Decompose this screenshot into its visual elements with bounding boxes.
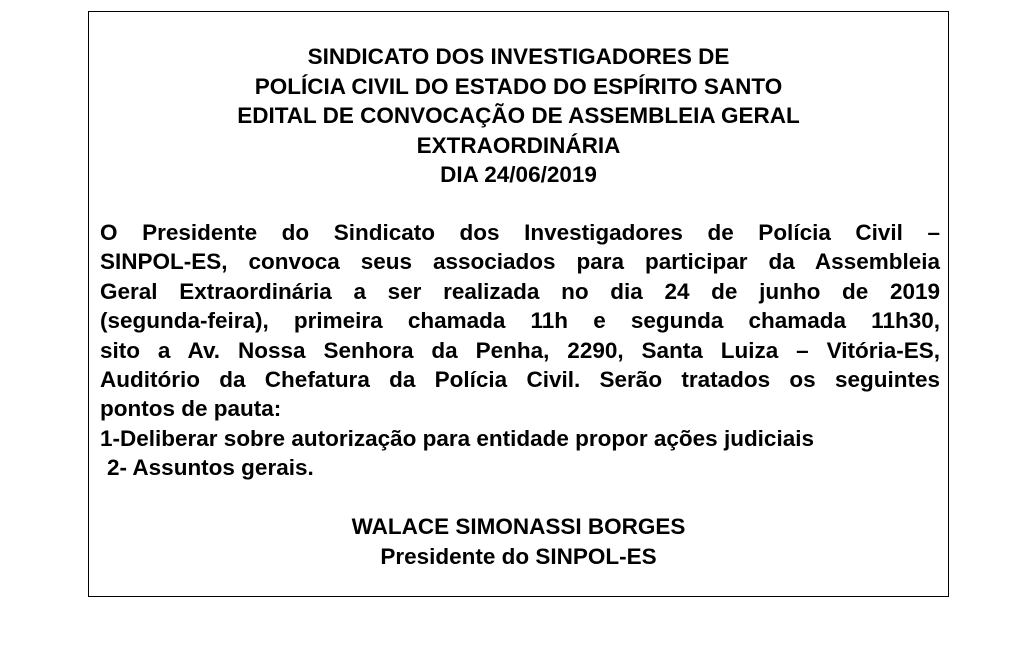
body-line: pontos de pauta:	[100, 396, 282, 422]
body-line: O Presidente do Sindicato dos Investigadores de Polícia Civil –	[100, 220, 940, 245]
signatory-title: Presidente do SINPOL-ES	[380, 543, 657, 569]
signatory-name: WALACE SIMONASSI BORGES	[351, 514, 686, 539]
body-line: (segunda-feira), primeira chamada 11h e segunda chamada 11h30,	[100, 308, 940, 334]
header-line-edict: EDITAL DE CONVOCAÇÃO DE ASSEMBLEIA GERAL	[237, 103, 800, 128]
header-line-union: SINDICATO DOS INVESTIGADORES DE	[307, 44, 730, 69]
header-line-type: EXTRAORDINÁRIA	[416, 132, 621, 158]
body-line: SINPOL-ES, convoca seus associados para participar da Assembleia	[100, 249, 940, 275]
header-line-state: POLÍCIA CIVIL DO ESTADO DO ESPÍRITO SANTO	[254, 73, 783, 99]
notice-header	[89, 42, 948, 190]
agenda-item: 2- Assuntos gerais.	[107, 455, 314, 481]
header-line-date: DIA 24/06/2019	[440, 162, 597, 187]
notice-body	[100, 218, 940, 483]
body-line: Auditório da Chefatura da Polícia Civil. Serão tratados os seguintes	[100, 367, 940, 393]
body-line: Geral Extraordinária a ser realizada no dia 24 de junho de 2019	[100, 278, 940, 304]
body-line: sito a Av. Nossa Senhora da Penha, 2290, Santa Luiza – Vitória-ES,	[100, 337, 940, 363]
signature-block	[89, 512, 948, 571]
agenda-item: 1-Deliberar sobre autorização para entidade propor ações judiciais	[100, 425, 814, 451]
convocation-notice	[88, 11, 949, 597]
